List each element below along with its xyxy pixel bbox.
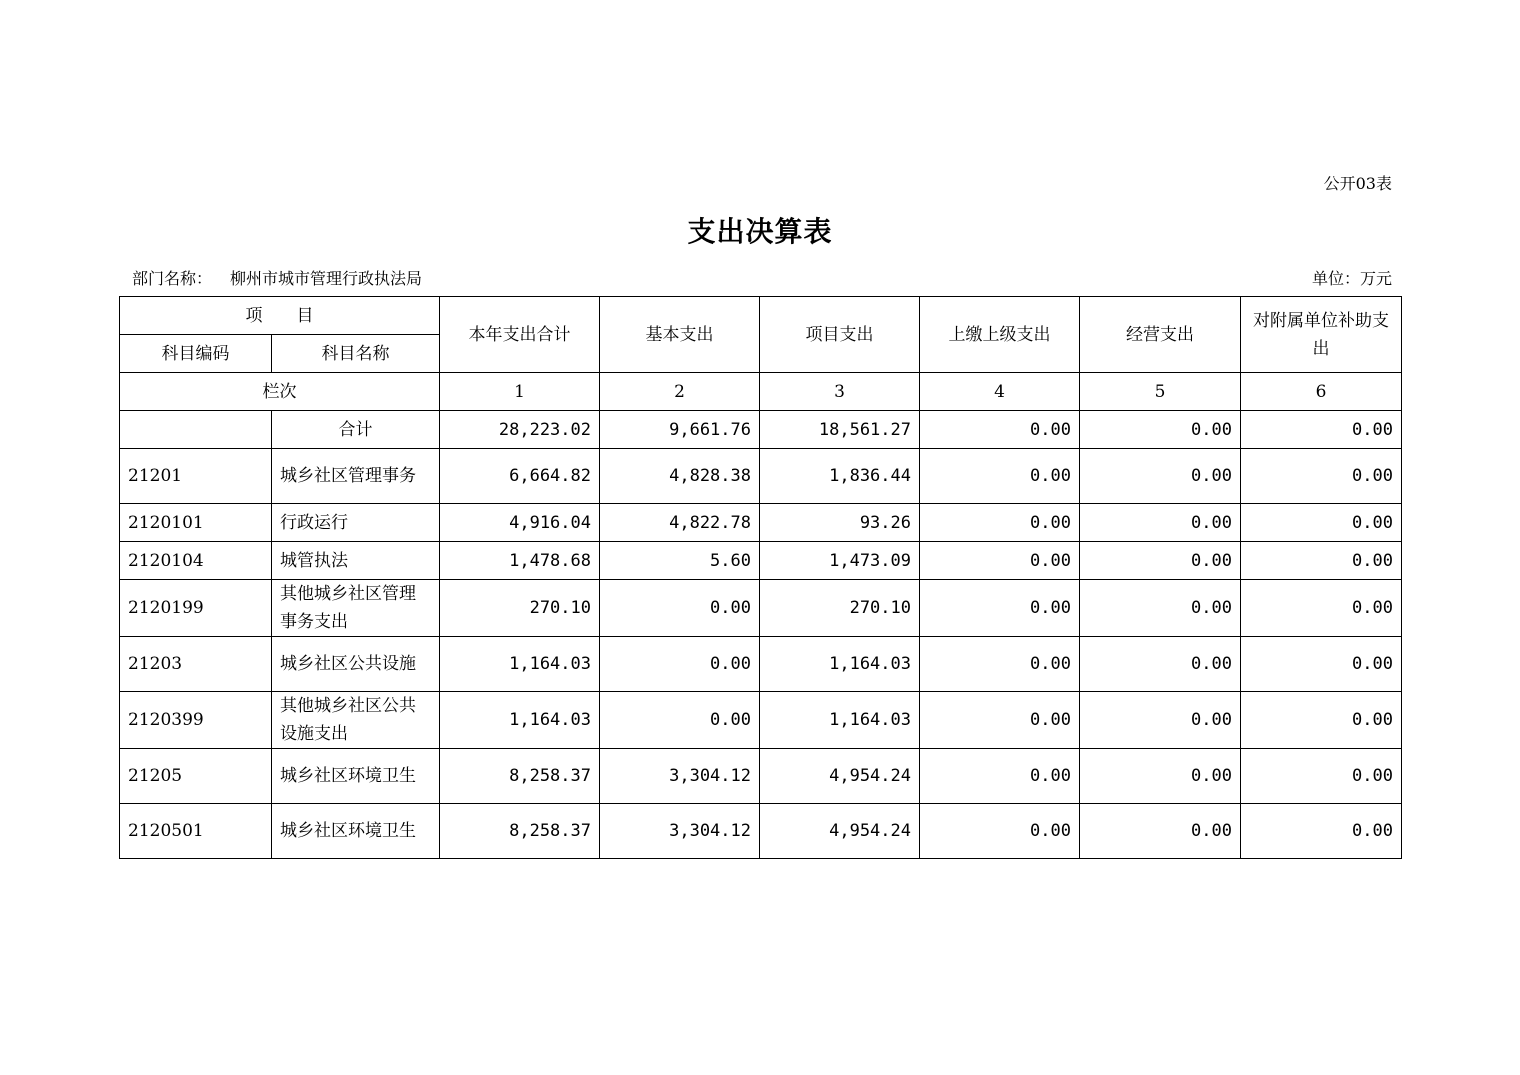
row-name: 城管执法: [272, 542, 440, 580]
header-name: 科目名称: [272, 335, 440, 373]
department-info: [132, 266, 422, 289]
row-name: 其他城乡社区公共设施支出: [272, 692, 440, 749]
column-index: 5: [1080, 373, 1241, 411]
column-index: 2: [600, 373, 760, 411]
cell-remit: 0.00: [920, 749, 1080, 804]
cell-subsidy: 0.00: [1241, 692, 1402, 749]
cell-subsidy: 0.00: [1241, 449, 1402, 504]
cell-remit: 0.00: [920, 542, 1080, 580]
header-subsidy: 对附属单位补助支出: [1241, 297, 1402, 373]
cell-basic: 3,304.12: [600, 749, 760, 804]
row-name: 城乡社区公共设施: [272, 637, 440, 692]
row-code: 2120399: [120, 692, 272, 749]
cell-subsidy: 0.00: [1241, 504, 1402, 542]
cell-basic: 0.00: [600, 692, 760, 749]
column-index: 3: [760, 373, 920, 411]
form-number: 公开03表: [1323, 174, 1392, 193]
column-index: 6: [1241, 373, 1402, 411]
cell-business: 0.00: [1080, 449, 1241, 504]
total-row: [120, 411, 1402, 449]
cell-basic: 0.00: [600, 637, 760, 692]
cell-total: 1,164.03: [440, 637, 600, 692]
cell-basic: 9,661.76: [600, 411, 760, 449]
row-code: [120, 411, 272, 449]
table-row: [120, 504, 1402, 542]
row-name: 合计: [272, 411, 440, 449]
row-code: 2120101: [120, 504, 272, 542]
cell-project: 1,164.03: [760, 692, 920, 749]
cell-remit: 0.00: [920, 411, 1080, 449]
cell-total: 4,916.04: [440, 504, 600, 542]
cell-remit: 0.00: [920, 637, 1080, 692]
unit-label: 单位：万元: [1311, 269, 1392, 288]
column-index: 4: [920, 373, 1080, 411]
row-code: 2120199: [120, 580, 272, 637]
department-label: 部门名称：: [132, 269, 213, 288]
table-row: [120, 749, 1402, 804]
cell-subsidy: 0.00: [1241, 749, 1402, 804]
cell-business: 0.00: [1080, 749, 1241, 804]
cell-total: 270.10: [440, 580, 600, 637]
cell-business: 0.00: [1080, 637, 1241, 692]
header-remit: 上缴上级支出: [920, 297, 1080, 373]
cell-total: 8,258.37: [440, 749, 600, 804]
header-total: 本年支出合计: [440, 297, 600, 373]
row-code: 2120501: [120, 804, 272, 859]
cell-basic: 0.00: [600, 580, 760, 637]
row-name: 城乡社区环境卫生: [272, 804, 440, 859]
cell-project: 1,836.44: [760, 449, 920, 504]
header-project: 项目支出: [760, 297, 920, 373]
table-row: [120, 692, 1402, 749]
cell-total: 28,223.02: [440, 411, 600, 449]
table-row: [120, 542, 1402, 580]
cell-subsidy: 0.00: [1241, 580, 1402, 637]
header-code: 科目编码: [120, 335, 272, 373]
cell-business: 0.00: [1080, 411, 1241, 449]
cell-subsidy: 0.00: [1241, 411, 1402, 449]
column-index: 1: [440, 373, 600, 411]
header-business: 经营支出: [1080, 297, 1241, 373]
table-row: [120, 580, 1402, 637]
expenditure-table: [119, 296, 1402, 859]
cell-total: 1,478.68: [440, 542, 600, 580]
cell-remit: 0.00: [920, 692, 1080, 749]
cell-subsidy: 0.00: [1241, 637, 1402, 692]
table-row: [120, 449, 1402, 504]
cell-business: 0.00: [1080, 504, 1241, 542]
row-code: 21205: [120, 749, 272, 804]
cell-business: 0.00: [1080, 692, 1241, 749]
cell-project: 1,473.09: [760, 542, 920, 580]
cell-business: 0.00: [1080, 580, 1241, 637]
row-code: 21203: [120, 637, 272, 692]
page-title: 支出决算表: [687, 215, 833, 248]
table-row: [120, 804, 1402, 859]
cell-basic: 4,828.38: [600, 449, 760, 504]
department-name: 柳州市城市管理行政执法局: [230, 269, 423, 288]
cell-basic: 3,304.12: [600, 804, 760, 859]
cell-remit: 0.00: [920, 580, 1080, 637]
cell-remit: 0.00: [920, 504, 1080, 542]
row-code: 21201: [120, 449, 272, 504]
cell-project: 18,561.27: [760, 411, 920, 449]
cell-subsidy: 0.00: [1241, 542, 1402, 580]
cell-total: 8,258.37: [440, 804, 600, 859]
cell-subsidy: 0.00: [1241, 804, 1402, 859]
cell-remit: 0.00: [920, 804, 1080, 859]
cell-business: 0.00: [1080, 542, 1241, 580]
header-basic: 基本支出: [600, 297, 760, 373]
cell-total: 6,664.82: [440, 449, 600, 504]
cell-project: 4,954.24: [760, 804, 920, 859]
cell-basic: 4,822.78: [600, 504, 760, 542]
row-name: 行政运行: [272, 504, 440, 542]
cell-project: 93.26: [760, 504, 920, 542]
cell-business: 0.00: [1080, 804, 1241, 859]
cell-project: 1,164.03: [760, 637, 920, 692]
row-name: 城乡社区环境卫生: [272, 749, 440, 804]
cell-basic: 5.60: [600, 542, 760, 580]
table-row: [120, 637, 1402, 692]
cell-project: 270.10: [760, 580, 920, 637]
cell-remit: 0.00: [920, 449, 1080, 504]
header-item: 项 目: [120, 297, 440, 335]
cell-project: 4,954.24: [760, 749, 920, 804]
row-code: 2120104: [120, 542, 272, 580]
column-index-label: 栏次: [120, 373, 440, 411]
cell-total: 1,164.03: [440, 692, 600, 749]
row-name: 其他城乡社区管理事务支出: [272, 580, 440, 637]
row-name: 城乡社区管理事务: [272, 449, 440, 504]
